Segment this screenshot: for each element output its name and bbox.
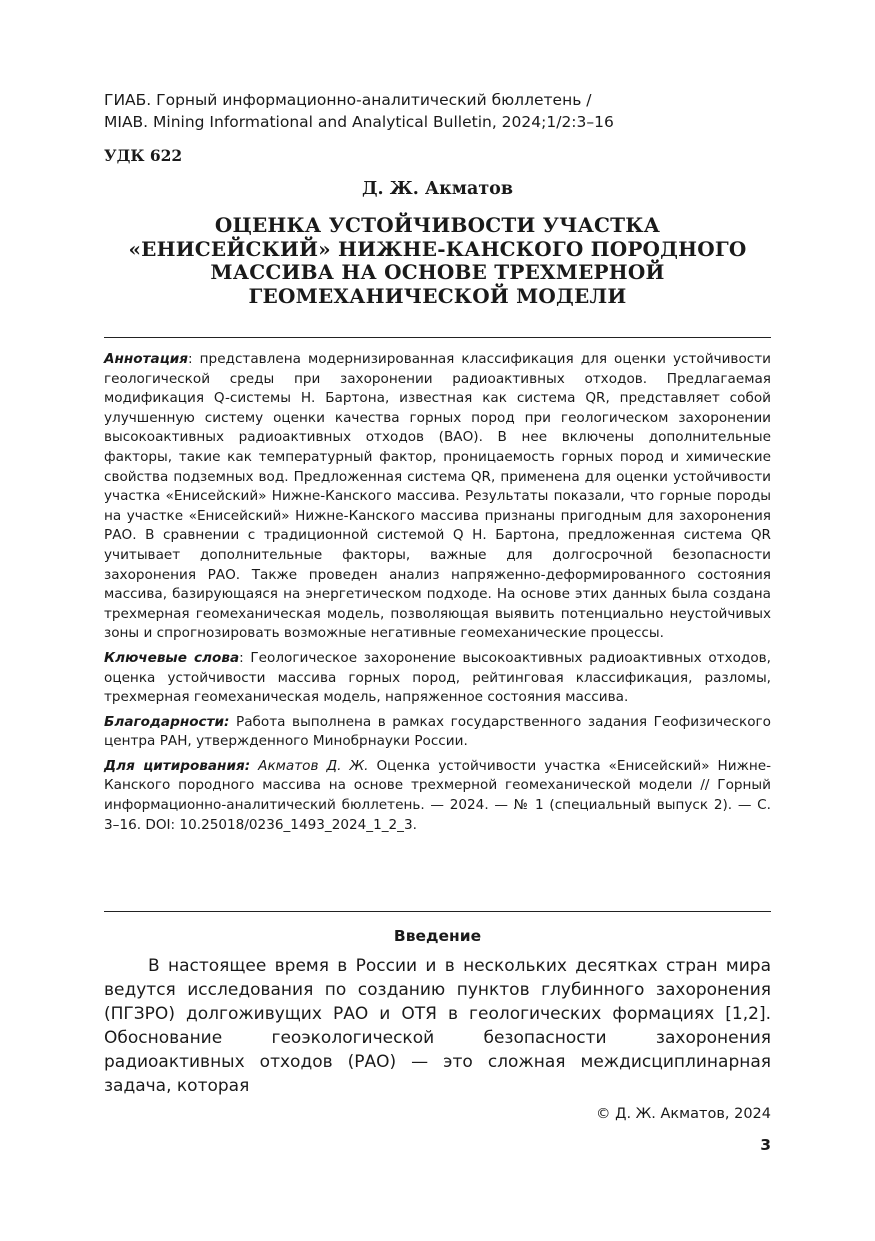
top-divider <box>104 337 771 338</box>
title-line: МАССИВА НА ОСНОВЕ ТРЕХМЕРНОЙ <box>210 260 665 284</box>
journal-line-en: MIAB. Mining Informational and Analytical Bulletin, 2024;1/2:3–16 <box>104 113 614 131</box>
abstract-block <box>104 350 771 840</box>
keywords-paragraph <box>104 649 771 708</box>
journal-line-ru: ГИАБ. Горный информационно-аналитический бюллетень / <box>104 91 592 109</box>
citation-paragraph <box>104 757 771 835</box>
acknowledgements-label: Благодарности: <box>104 713 230 730</box>
acknowledgements-paragraph <box>104 713 771 752</box>
citation-author: Акматов Д. Ж. <box>250 757 369 774</box>
copyright-notice: © Д. Ж. Акматов, 2024 <box>596 1106 771 1122</box>
introduction-text <box>104 954 771 1098</box>
abstract-paragraph <box>104 350 771 644</box>
title-line: «ЕНИСЕЙСКИЙ» НИЖНЕ-КАНСКОГО ПОРОДНОГО <box>128 236 747 261</box>
keywords-text: : Геологическое захоронение высокоактивных радиоактивных отходов, оценка устойчивости массива горных пород, рейтинговая классификация, разломы, трехмерная геомеханическая модель, напряженное состояния массива. <box>104 649 772 706</box>
section-heading: Введение <box>393 927 482 945</box>
abstract-text: : представлена модернизированная классификация для оценки устойчивости геологической среды при захоронении радиоактивных отходов. Предлагаемая модификация Q-системы Н. Бартона, известная как система QR, представляет собой улучшенную систему оценки качества горных пород при геологическом захоронении высокоактивных радиоактивных отходов (ВАО). В нее включены дополнительные факторы, такие как температурный фактор, проницаемость горных пород и химические свойства подземных вод. Предложенная система QR, применена для оценки устойчивости участка «Енисейский» Нижне-Канского массива. Результаты показали, что горные породы на участке «Енисейский» Нижне-Канского массива признаны пригодным для захоронения РАО. В сравнении с традиционной системой Q Н. Бартона, предложенная система QR учитывает дополнительные факторы, важные для долгосрочной безопасности захоронения РАО. Также проведен анализ напряженно-деформированного состояния массива, базирующаяся на энергетическом подходе. На основе этих данных была создана трехмерная геомеханическая модель, позволяющая выявить потенциально неустойчивых зоны и спрогнозировать возможные негативные геомеханические процессы. <box>104 351 771 642</box>
page-number: 3 <box>760 1136 771 1154</box>
abstract-label: Аннотация <box>104 351 189 367</box>
author-name: Д. Ж. Акматов <box>362 179 513 199</box>
title-line: ОЦЕНКА УСТОЙЧИВОСТИ УЧАСТКА <box>214 213 661 237</box>
citation-label: Для цитирования: <box>104 757 251 774</box>
acknowledgements-text: Работа выполнена в рамках государственного задания Геофизического центра РАН, утвержденного Минобрнауки России. <box>104 713 771 750</box>
journal-reference <box>104 89 771 133</box>
title-line: ГЕОМЕХАНИЧЕСКОЙ МОДЕЛИ <box>248 283 627 308</box>
article-title <box>104 214 771 308</box>
citation-text: Оценка устойчивости участка «Енисейский» Нижне-Канского породного массива на основе трехмерной геомеханической модели // Горный информационно-аналитический бюллетень. — 2024. — № 1 (специальный выпуск 2). — С. 3–16. DOI: 10.25018/0236_1493_2024_1_2_3. <box>104 757 771 833</box>
udk-code: УДК 622 <box>104 146 183 165</box>
introduction-paragraph: В настоящее время в России и в нескольких десятках стран мира ведутся исследования по созданию пунктов глубинного захоронения (ПГЗРО) долгоживущих РАО и ОТЯ в геологических формациях [1,2]. Обоснование геоэкологической безопасности захоронения радиоактивных отходов (РАО) — это сложная междисциплинарная задача, которая <box>104 956 771 1096</box>
bottom-divider <box>104 911 771 912</box>
keywords-label: Ключевые слова <box>104 649 240 666</box>
